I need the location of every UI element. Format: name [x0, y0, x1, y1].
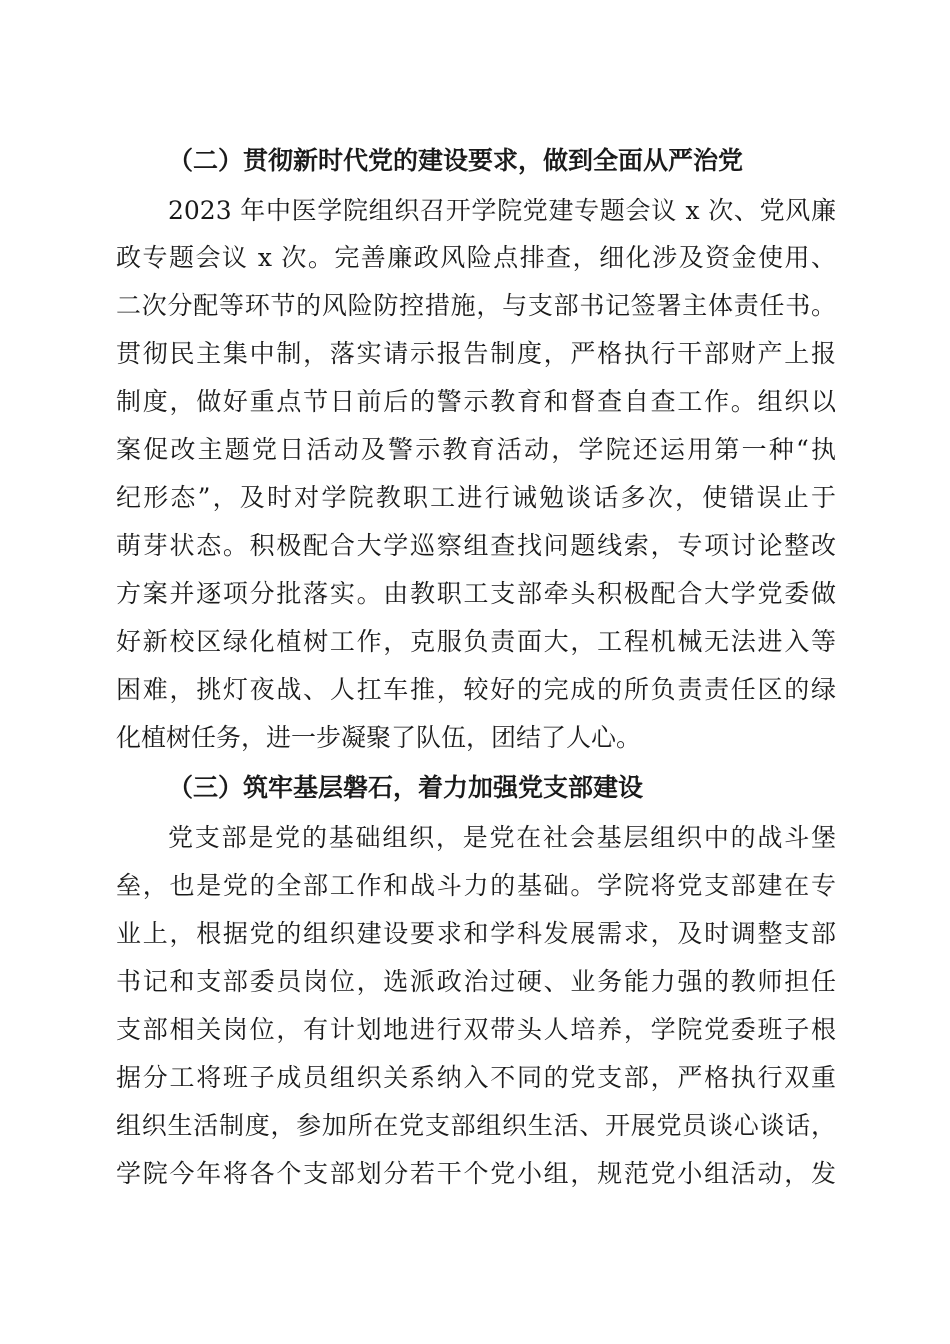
paragraph-line: 化植树任务，进一步凝聚了队伍，团结了人心。 — [116, 723, 642, 752]
paragraph-line: 垒，也是党的全部工作和战斗力的基础。学院将党支部建在专 — [116, 871, 836, 900]
paragraph-line: 困难，挑灯夜战、人扛车推，较好的完成的所负责责任区的绿 — [116, 675, 836, 704]
paragraph-line: 学院今年将各个支部划分若干个党小组，规范党小组活动，发 — [116, 1159, 836, 1188]
paragraph-line: 支部相关岗位，有计划地进行双带头人培养，学院党委班子根 — [116, 1015, 836, 1044]
paragraph-line: 业上，根据党的组织建设要求和学科发展需求，及时调整支部 — [116, 919, 836, 948]
paragraph-line: 党支部是党的基础组织，是党在社会基层组织中的战斗堡 — [168, 823, 836, 852]
section-heading-2: （二）贯彻新时代党的建设要求，做到全面从严治党 — [168, 146, 744, 175]
paragraph-line: 组织生活制度，参加所在党支部组织生活、开展党员谈心谈话， — [116, 1111, 836, 1140]
paragraph-line: 2023 年中医学院组织召开学院党建专题会议 x 次、党风廉 — [168, 196, 836, 225]
paragraph-line: 方案并逐项分批落实。由教职工支部牵头积极配合大学党委做 — [116, 579, 836, 608]
paragraph-line: 案促改主题党日活动及警示教育活动，学院还运用第一种“执 — [116, 435, 836, 464]
paragraph-line: 纪形态”，及时对学院教职工进行诫勉谈话多次，使错误止于 — [116, 483, 836, 512]
paragraph-line: 据分工将班子成员组织关系纳入不同的党支部，严格执行双重 — [116, 1063, 836, 1092]
paragraph-line: 制度，做好重点节日前后的警示教育和督查自查工作。组织以 — [116, 387, 836, 416]
paragraph-line: 好新校区绿化植树工作，克服负责面大，工程机械无法进入等 — [116, 627, 836, 656]
section-heading-3: （三）筑牢基层磐石，着力加强党支部建设 — [168, 773, 644, 802]
paragraph-line: 贯彻民主集中制，落实请示报告制度，严格执行干部财产上报 — [116, 339, 836, 368]
paragraph-line: 二次分配等环节的风险防控措施，与支部书记签署主体责任书。 — [116, 291, 836, 320]
paragraph-line: 萌芽状态。积极配合大学巡察组查找问题线索，专项讨论整改 — [116, 531, 836, 560]
paragraph-line: 政专题会议 x 次。完善廉政风险点排查，细化涉及资金使用、 — [116, 243, 836, 272]
paragraph-line: 书记和支部委员岗位，选派政治过硬、业务能力强的教师担任 — [116, 967, 836, 996]
